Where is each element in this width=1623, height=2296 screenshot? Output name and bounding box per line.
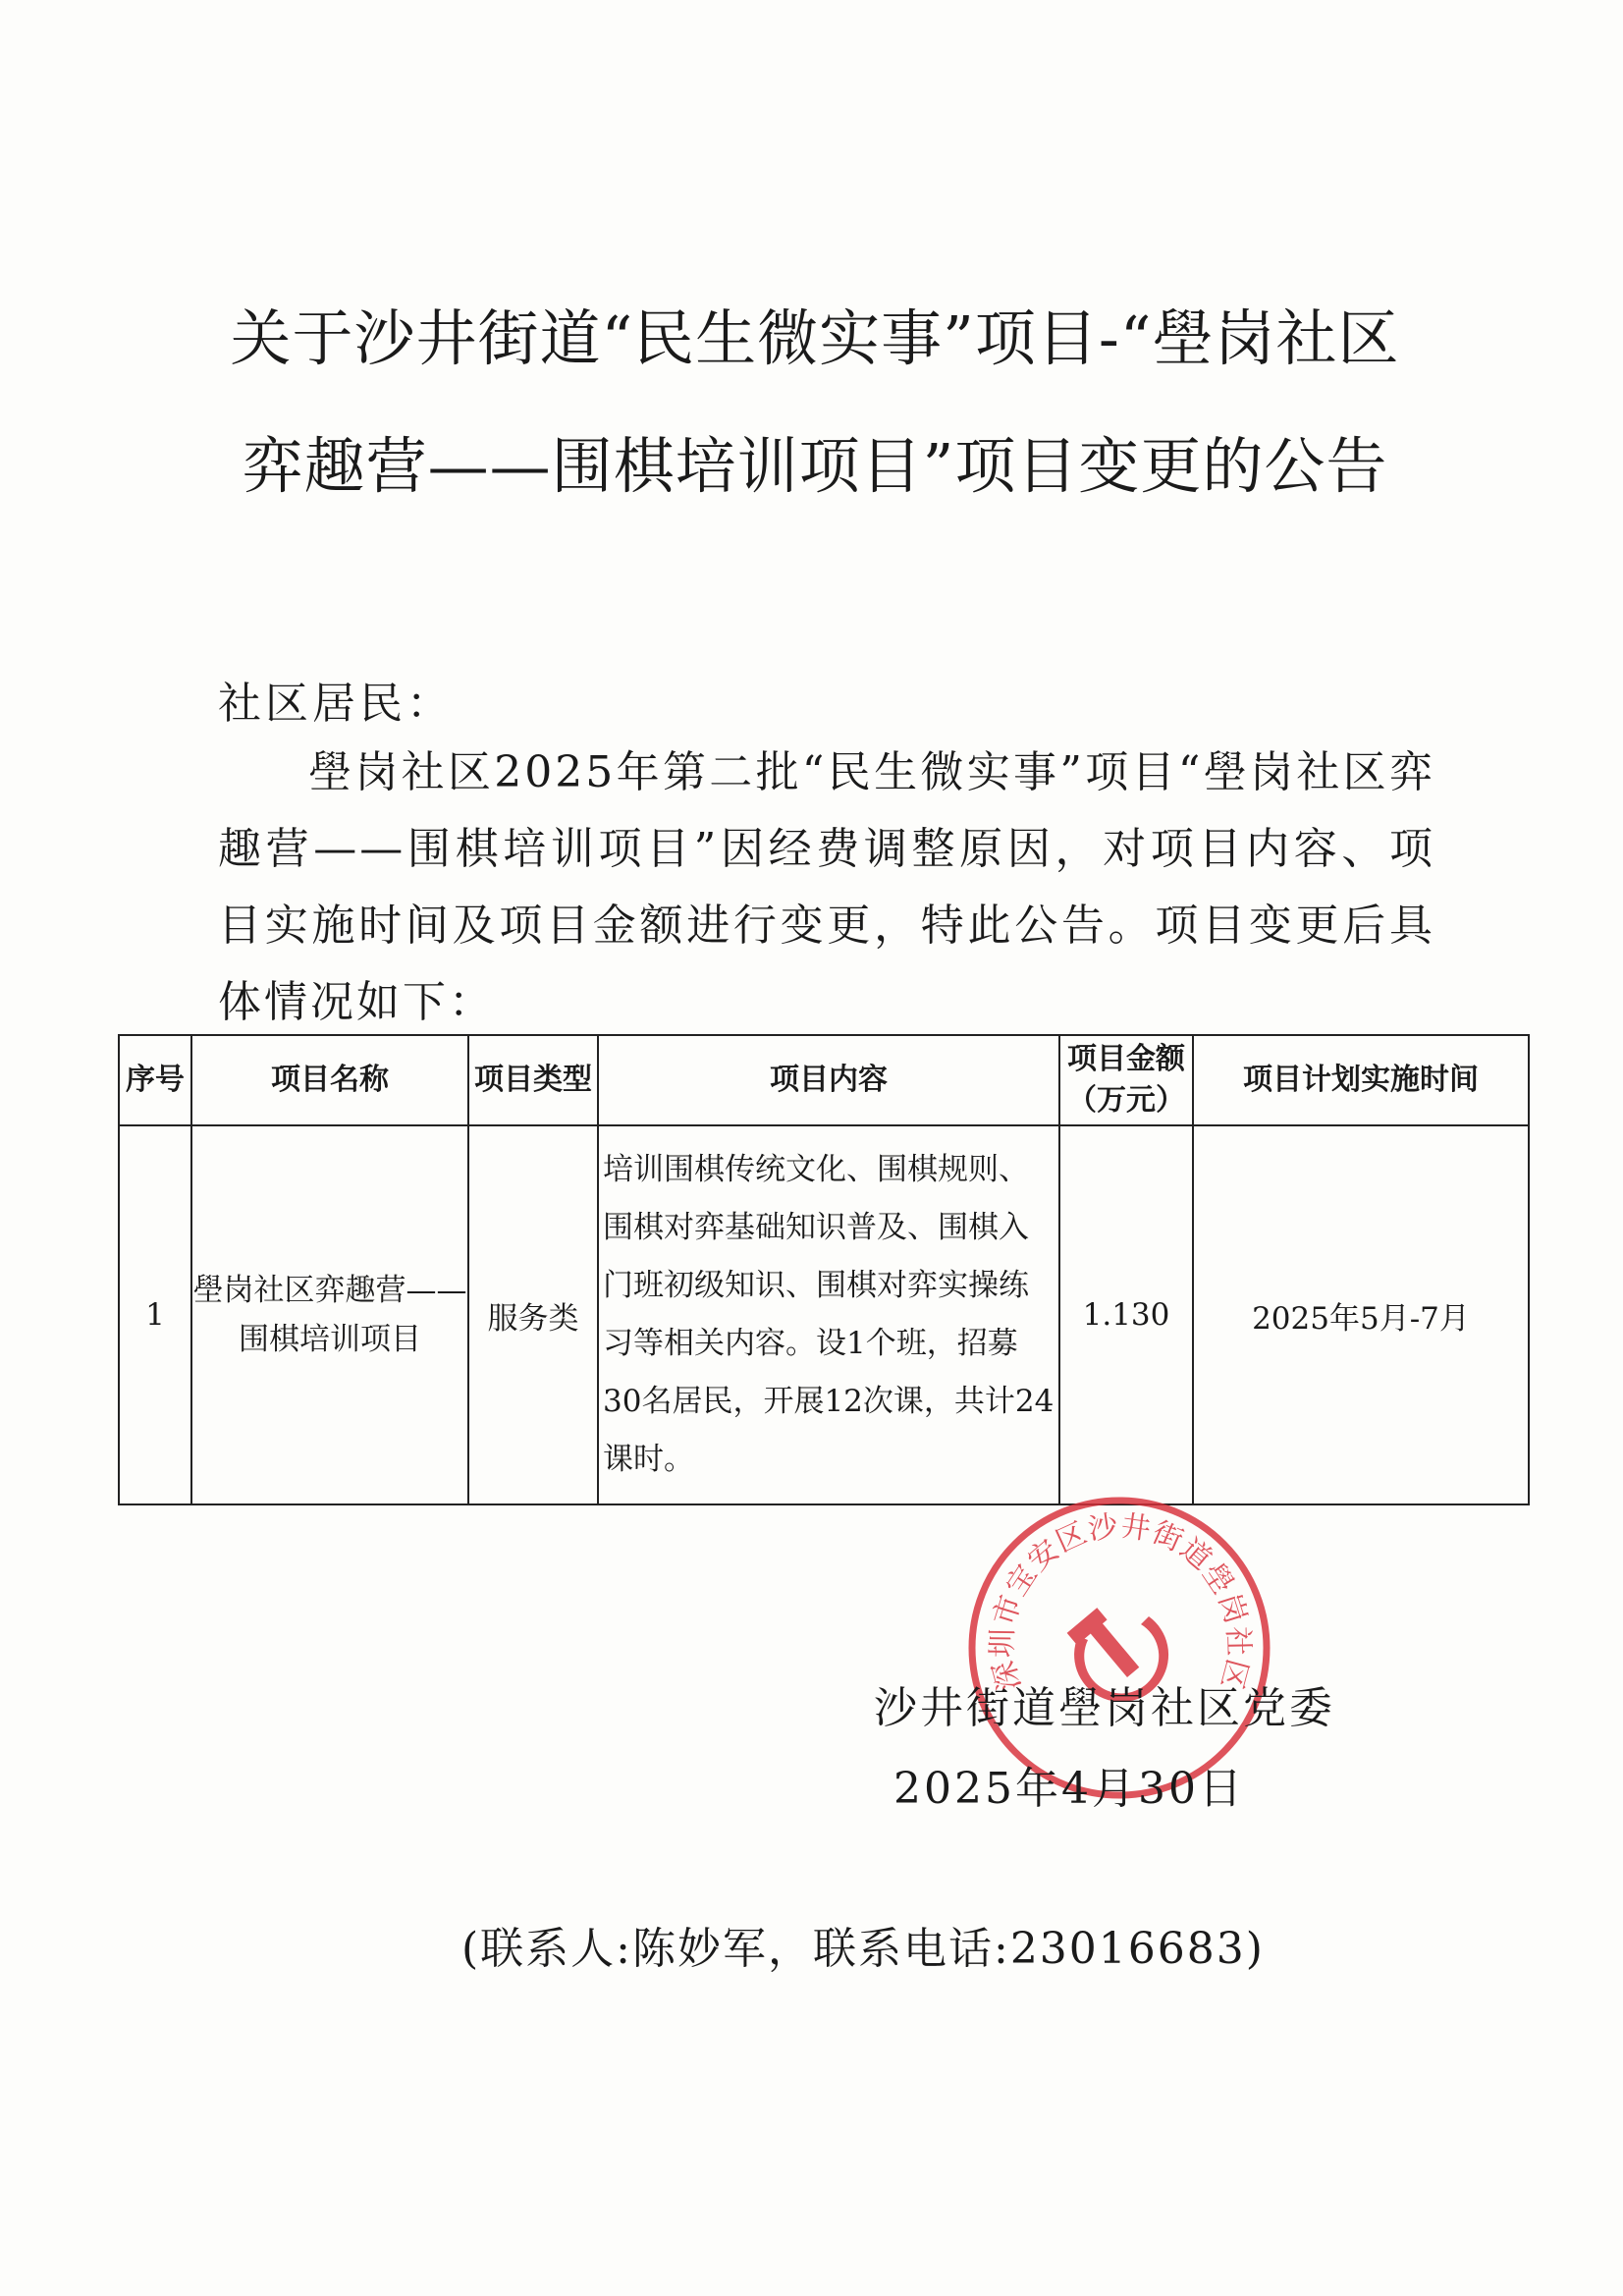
seal-text: 深圳市宝安区沙井街道壆岗社区 xyxy=(985,1508,1256,1695)
header-time: 项目计划实施时间 xyxy=(1193,1035,1529,1125)
signature-date: 2025年4月30日 xyxy=(893,1764,1245,1814)
salutation: 社区居民： xyxy=(218,679,454,729)
header-name: 项目名称 xyxy=(191,1035,468,1125)
cell-name-line1: 壆岗社区弈趣营—— xyxy=(192,1273,467,1308)
header-amount-line1: 项目金额 xyxy=(1067,1042,1185,1076)
cell-content: 培训围棋传统文化、围棋规则、围棋对弈基础知识普及、围棋入门班初级知识、围棋对弈实操练习等相关内容。设1个班，招募30名居民，开展12次课，共计24课时。 xyxy=(598,1125,1059,1504)
cell-time: 2025年5月-7月 xyxy=(1193,1125,1529,1504)
cell-name-line2: 围棋培训项目 xyxy=(239,1322,421,1357)
body-paragraph: 壆岗社区2025年第二批“民生微实事”项目“壆岗社区弈趣营——围棋培训项目”因经费调整原因，对项目内容、项目实施时间及项目金额进行变更，特此公告。项目变更后具体情况如下： xyxy=(218,747,1435,1027)
contact-info: (联系人:陈妙军，联系电话:23016683) xyxy=(461,1924,1265,1974)
header-type: 项目类型 xyxy=(468,1035,598,1125)
document-title xyxy=(137,275,1492,530)
table-header-row xyxy=(119,1035,1529,1125)
project-table xyxy=(118,1034,1530,1505)
table-row xyxy=(119,1125,1529,1504)
cell-index: 1 xyxy=(119,1125,191,1504)
cell-type: 服务类 xyxy=(468,1125,598,1504)
title-line-2: 弈趣营——围棋培训项目”项目变更的公告 xyxy=(242,430,1388,502)
title-line-1: 关于沙井街道“民生微实事”项目-“壆岗社区 xyxy=(230,302,1400,374)
cell-amount: 1.130 xyxy=(1059,1125,1193,1504)
cell-name xyxy=(191,1125,468,1504)
header-content: 项目内容 xyxy=(598,1035,1059,1125)
header-amount xyxy=(1059,1035,1193,1125)
signer: 沙井街道壆岗社区党委 xyxy=(874,1683,1335,1733)
header-amount-line2: （万元） xyxy=(1067,1083,1185,1118)
header-index: 序号 xyxy=(119,1035,191,1125)
